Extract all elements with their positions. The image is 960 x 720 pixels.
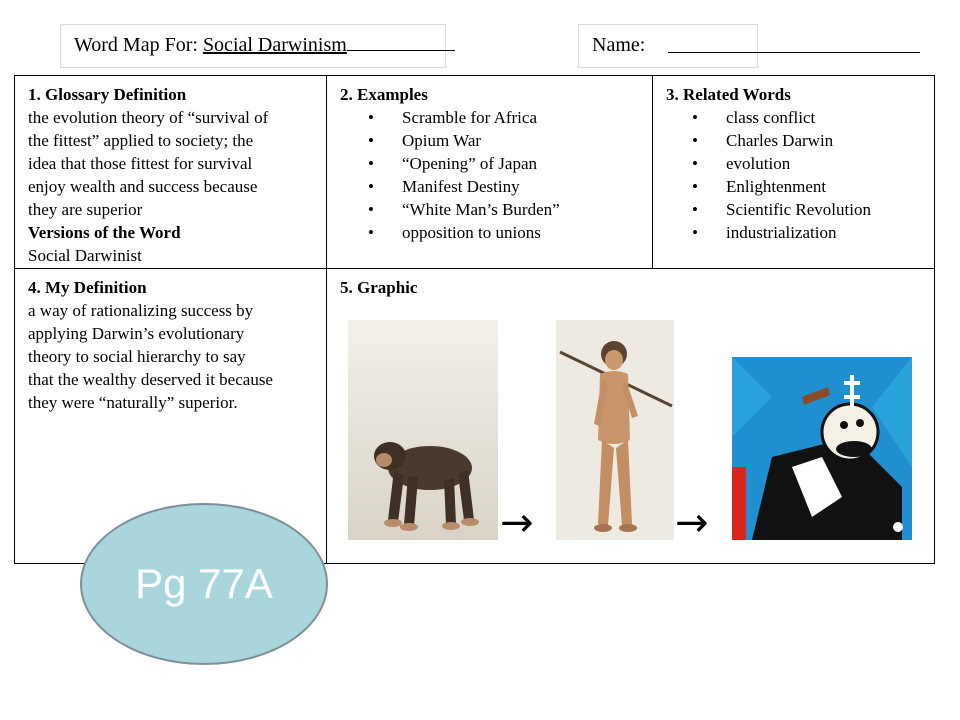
list-item: • Charles Darwin [692, 129, 932, 152]
glossary-line: the evolution theory of “survival of [28, 108, 269, 127]
page-badge-label: Pg 77A [135, 560, 273, 607]
glossary-cell [28, 83, 324, 267]
my-definition-cell [28, 276, 324, 414]
arrow-icon: → [675, 500, 709, 546]
glossary-line: idea that those fittest for survival [28, 154, 253, 173]
versions-heading: Versions of the Word [28, 223, 181, 242]
glossary-line: the fittest” applied to society; the [28, 131, 254, 150]
list-item: • “White Man’s Burden” [368, 198, 646, 221]
my-definition-line: a way of rationalizing success by [28, 301, 254, 320]
word-map-word: Social Darwinism [202, 34, 347, 56]
word-map-title [74, 34, 455, 57]
my-definition-line: applying Darwin’s evolutionary [28, 324, 245, 343]
related-list [692, 106, 932, 244]
my-definition-line: they were “naturally” superior. [28, 393, 238, 412]
related-cell [666, 83, 932, 244]
my-definition-line: theory to social hierarchy to say [28, 347, 246, 366]
graphic-heading: 5. Graphic [340, 278, 418, 297]
glossary-line: enjoy wealth and success because [28, 177, 258, 196]
examples-heading: 2. Examples [340, 85, 428, 104]
glossary-heading: 1. Glossary Definition [28, 85, 187, 104]
list-item: • Scramble for Africa [368, 106, 646, 129]
early-human-image [556, 320, 674, 540]
word-map-label: Word Map For: [74, 34, 203, 56]
list-item: • Opium War [368, 129, 646, 152]
name-blank-line[interactable] [668, 52, 920, 53]
list-item: • opposition to unions [368, 221, 646, 244]
graphic-cell [340, 276, 640, 299]
list-item: • Manifest Destiny [368, 175, 646, 198]
glossary-line: they are superior [28, 200, 143, 219]
related-heading: 3. Related Words [666, 85, 791, 104]
table-middle-border [14, 268, 935, 269]
examples-list [368, 106, 646, 244]
name-label: Name: [592, 34, 646, 56]
tycoon-image [732, 357, 912, 540]
table-right-border [934, 75, 935, 564]
list-item: • Enlightenment [692, 175, 932, 198]
list-item: • evolution [692, 152, 932, 175]
list-item: • Scientific Revolution [692, 198, 932, 221]
table-left-border [14, 75, 15, 564]
my-definition-line: that the wealthy deserved it because [28, 370, 273, 389]
table-col-divider-2 [652, 75, 653, 269]
list-item: • industrialization [692, 221, 932, 244]
versions-value: Social Darwinist [28, 246, 142, 265]
word-underline [347, 49, 455, 51]
my-definition-heading: 4. My Definition [28, 278, 147, 297]
table-top-border [14, 75, 935, 76]
arrow-icon: → [500, 500, 534, 546]
list-item: • class conflict [692, 106, 932, 129]
table-col-divider [326, 75, 327, 564]
list-item: • “Opening” of Japan [368, 152, 646, 175]
examples-cell [340, 83, 646, 244]
page-badge [80, 503, 328, 665]
ape-image [348, 320, 498, 540]
